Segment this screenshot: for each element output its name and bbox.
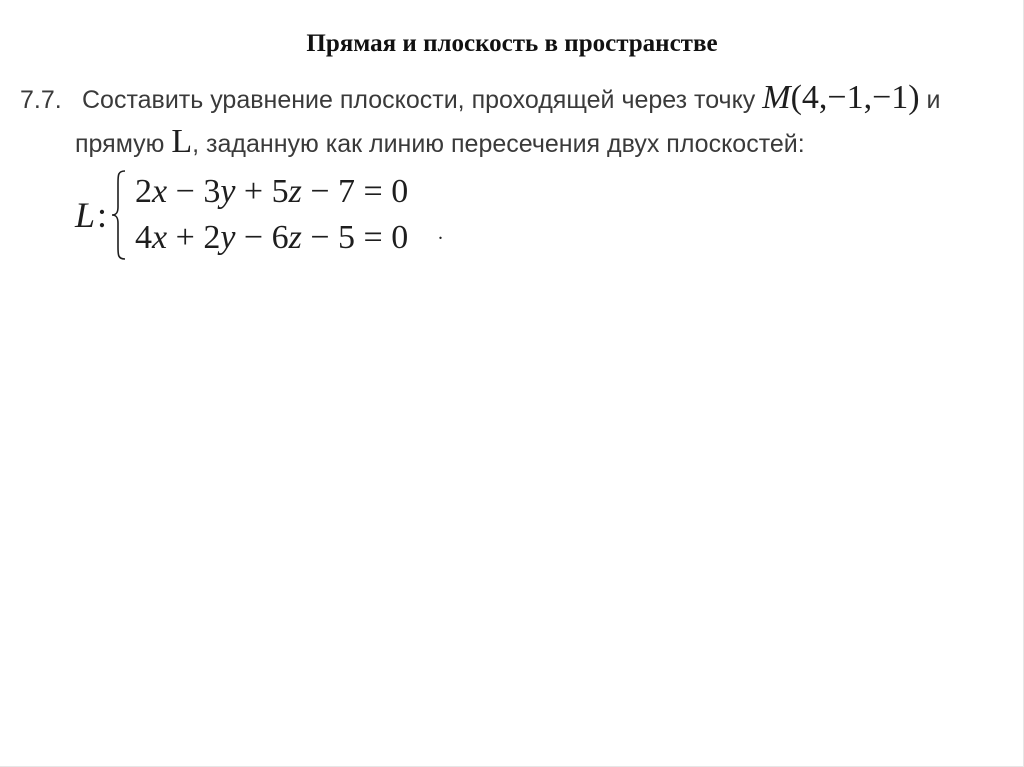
page-title: Прямая и плоскость в пространстве	[306, 30, 718, 57]
point-expression	[762, 79, 919, 116]
curly-brace-icon	[111, 169, 127, 261]
problem-line-1	[20, 78, 1010, 120]
problem-text-2-end: , заданную как линию пересечения двух плоскостей:	[192, 130, 805, 158]
problem-statement	[20, 78, 1010, 164]
point-name: M	[762, 79, 791, 116]
conjunction: и	[926, 86, 941, 114]
equation-system	[75, 165, 408, 265]
problem-text-2-start: прямую	[75, 130, 165, 158]
equation-2: 4x + 2y − 6z − 5 = 0	[135, 219, 409, 256]
problem-number: 7.7.	[20, 86, 62, 114]
problem-line-2	[20, 122, 1010, 164]
line-name: L	[171, 123, 193, 160]
equation-1: 2x − 3y + 5z − 7 = 0	[135, 173, 409, 210]
system-colon: :	[97, 195, 108, 235]
problem-text-1: Составить уравнение плоскости, проходящей через точку	[82, 86, 756, 114]
system-label: L	[75, 195, 96, 235]
equations	[135, 169, 408, 261]
point-coords: (4,−1,−1)	[790, 79, 920, 116]
end-dot: .	[438, 222, 443, 244]
